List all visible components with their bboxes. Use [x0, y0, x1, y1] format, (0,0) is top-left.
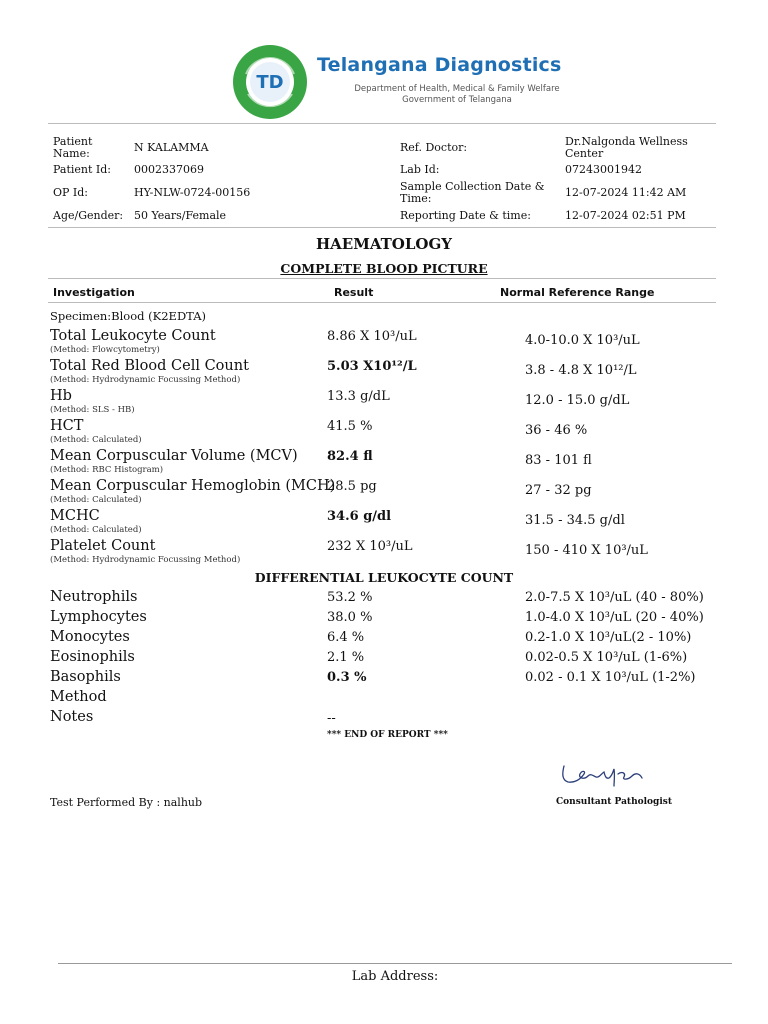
- investigation-name: Total Red Blood Cell Count: [50, 358, 249, 374]
- department-title: HAEMATOLOGY: [315, 235, 453, 253]
- reference-range: 36 - 46 %: [525, 423, 588, 438]
- divider-footer: [58, 963, 732, 964]
- result-value: 8.86 X 10³/uL: [327, 329, 417, 344]
- reporting-date-value: 12-07-2024 02:51 PM: [565, 209, 686, 222]
- test-title: [0, 258, 768, 277]
- notes-value: --: [327, 711, 336, 726]
- lab-address: Lab Address:: [351, 969, 439, 984]
- investigation-name: Eosinophils: [50, 649, 135, 665]
- table-row: [0, 508, 768, 538]
- table-row: [0, 649, 768, 669]
- investigation-method: (Method: Hydrodynamic Focussing Method): [50, 555, 241, 565]
- table-row: [0, 358, 768, 388]
- investigation-name: Basophils: [50, 669, 121, 685]
- result-value: 2.1 %: [327, 650, 365, 665]
- lab-id-label: Lab Id:: [400, 163, 440, 176]
- table-row: [0, 629, 768, 649]
- table-row: [0, 589, 768, 609]
- reference-range: 31.5 - 34.5 g/dl: [525, 513, 625, 528]
- method-label: Method: [50, 689, 107, 705]
- department-text: [317, 84, 597, 106]
- result-value: 5.03 X10¹²/L: [327, 359, 417, 374]
- patient-id-value: 0002337069: [134, 163, 204, 176]
- table-row: [0, 669, 768, 689]
- investigation-name: Platelet Count: [50, 538, 156, 554]
- age-gender-value: 50 Years/Female: [134, 209, 227, 222]
- reference-range: 2.0-7.5 X 10³/uL (40 - 80%): [525, 590, 704, 605]
- investigation-name: Mean Corpuscular Hemoglobin (MCH): [50, 478, 336, 494]
- patient-id-label: Patient Id:: [53, 163, 112, 176]
- investigation-method: (Method: Flowcytometry): [50, 345, 160, 355]
- investigation-name: HCT: [50, 418, 84, 434]
- result-value: 28.5 pg: [327, 479, 377, 494]
- op-id-label: OP Id:: [53, 186, 89, 199]
- ref-doctor-value: Dr.Nalgonda Wellness Center: [565, 135, 688, 160]
- reference-range: 27 - 32 pg: [525, 483, 592, 498]
- table-row: [0, 388, 768, 418]
- investigation-method: (Method: Hydrodynamic Focussing Method): [50, 375, 241, 385]
- notes-label: Notes: [50, 709, 94, 725]
- result-value: 38.0 %: [327, 610, 373, 625]
- test-title-text: COMPLETE BLOOD PICTURE: [280, 261, 488, 276]
- consultant-pathologist-label: Consultant Pathologist: [556, 797, 672, 807]
- table-row: [0, 538, 768, 568]
- dlc-title: DIFFERENTIAL LEUKOCYTE COUNT: [254, 570, 514, 585]
- reference-range: 83 - 101 fl: [525, 453, 592, 468]
- result-value: 41.5 %: [327, 419, 373, 434]
- reference-range: 0.2-1.0 X 10³/uL(2 - 10%): [525, 630, 692, 645]
- lab-id-value: 07243001942: [565, 163, 642, 176]
- department-line-2: Government of Telangana: [402, 95, 512, 105]
- specimen-line: Specimen:Blood (K2EDTA): [50, 309, 206, 323]
- result-value: 232 X 10³/uL: [327, 539, 413, 554]
- brand-title: Telangana Diagnostics: [317, 54, 562, 76]
- investigation-name: MCHC: [50, 508, 100, 524]
- column-investigation: Investigation: [53, 286, 135, 299]
- result-value: 13.3 g/dL: [327, 389, 390, 404]
- department-line-1: Department of Health, Medical & Family Welfare: [354, 84, 560, 94]
- divider-table-top: [48, 278, 716, 279]
- svg-text:TD: TD: [256, 72, 284, 93]
- divider-top: [48, 123, 716, 124]
- op-id-value: HY-NLW-0724-00156: [134, 186, 251, 199]
- reference-range: 150 - 410 X 10³/uL: [525, 543, 648, 558]
- table-row: [0, 448, 768, 478]
- investigation-name: Lymphocytes: [50, 609, 147, 625]
- divider-patient: [48, 227, 716, 228]
- end-of-report: *** END OF REPORT ***: [327, 730, 448, 740]
- table-row: [0, 478, 768, 508]
- patient-name-value: N KALAMMA: [134, 141, 209, 154]
- investigation-name: Total Leukocyte Count: [50, 328, 216, 344]
- column-result: Result: [334, 286, 374, 299]
- result-value: 0.3 %: [327, 670, 367, 685]
- reference-range: 3.8 - 4.8 X 10¹²/L: [525, 363, 637, 378]
- table-row: [0, 328, 768, 358]
- reference-range: 1.0-4.0 X 10³/uL (20 - 40%): [525, 610, 704, 625]
- investigation-method: (Method: RBC Histogram): [50, 465, 164, 475]
- signature-image: [558, 758, 650, 790]
- investigation-method: (Method: Calculated): [50, 495, 142, 505]
- age-gender-label: Age/Gender:: [53, 209, 124, 222]
- divider-table-header: [48, 302, 716, 303]
- table-row: [0, 609, 768, 629]
- result-value: 53.2 %: [327, 590, 373, 605]
- sample-collection-label: Sample Collection Date & Time:: [400, 180, 545, 205]
- result-value: 6.4 %: [327, 630, 365, 645]
- reference-range: 4.0-10.0 X 10³/uL: [525, 333, 640, 348]
- result-value: 82.4 fl: [327, 449, 373, 464]
- investigation-method: (Method: SLS - HB): [50, 405, 135, 415]
- result-value: 34.6 g/dl: [327, 509, 392, 524]
- patient-name-label: Patient Name:: [53, 135, 93, 160]
- investigation-name: Mean Corpuscular Volume (MCV): [50, 448, 298, 464]
- telangana-diagnostics-logo: [232, 44, 308, 120]
- column-range: Normal Reference Range: [500, 286, 655, 299]
- reference-range: 12.0 - 15.0 g/dL: [525, 393, 630, 408]
- reporting-date-label: Reporting Date & time:: [400, 209, 531, 222]
- investigation-name: Monocytes: [50, 629, 130, 645]
- reference-range: 0.02-0.5 X 10³/uL (1-6%): [525, 650, 688, 665]
- ref-doctor-label: Ref. Doctor:: [400, 141, 468, 154]
- reference-range: 0.02 - 0.1 X 10³/uL (1-2%): [525, 670, 696, 685]
- sample-collection-value: 12-07-2024 11:42 AM: [565, 186, 687, 199]
- test-performed-by: Test Performed By : nalhub: [50, 796, 203, 809]
- investigation-name: Hb: [50, 388, 72, 404]
- investigation-method: (Method: Calculated): [50, 525, 142, 535]
- investigation-method: (Method: Calculated): [50, 435, 142, 445]
- investigation-name: Neutrophils: [50, 589, 138, 605]
- table-row: [0, 418, 768, 448]
